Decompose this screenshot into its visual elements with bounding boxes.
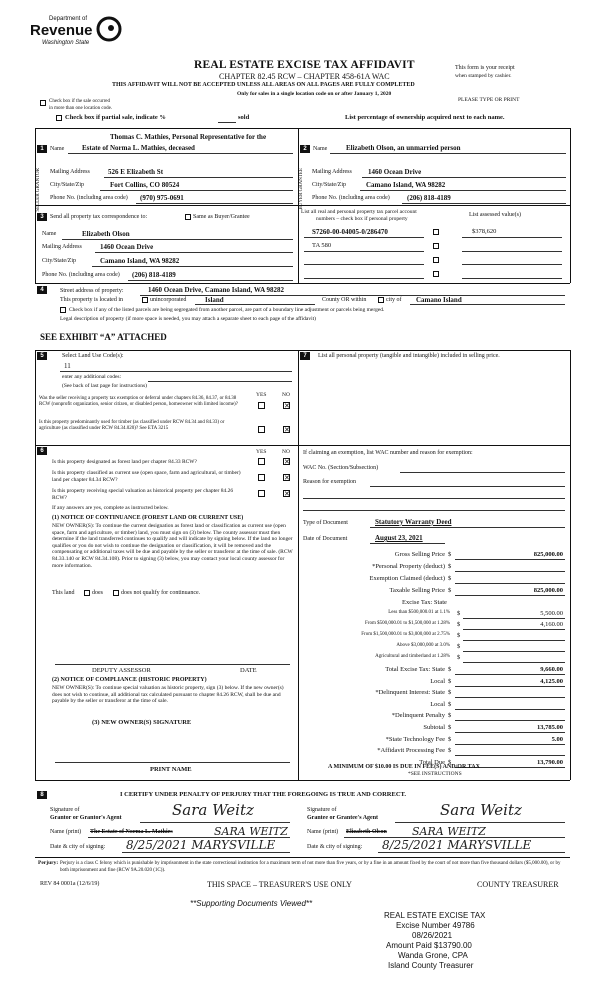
corr-phone-label: Phone No. (including area code): [42, 272, 120, 278]
s6-q3-no-checkbox[interactable]: ✕: [284, 490, 290, 498]
buyer-address-label: Mailing Address: [312, 169, 352, 175]
form-title: REAL ESTATE EXCISE TAX AFFIDAVIT: [194, 59, 415, 71]
corr-name[interactable]: Elizabeth Olson: [82, 230, 130, 238]
total-due-currency: $: [448, 758, 452, 766]
same-as-buyer-label: Same as Buyer/Grantee: [193, 214, 250, 220]
assessed-header: List assessed value(s): [469, 212, 521, 218]
s6-q3: Is this property receiving special valuation as historical property per chapter 84.26 RCW?: [52, 488, 234, 501]
exemption-claimed-deduct-currency: $: [448, 575, 452, 582]
corr-address[interactable]: 1460 Ocean Drive: [100, 243, 154, 251]
street-label: Street address of property:: [60, 288, 124, 294]
land-does-checkbox[interactable]: [84, 590, 90, 596]
claiming-exemption-label: If claiming an exemption, list WAC number and reason for exemption:: [303, 450, 473, 456]
grantor-name-print-label: Name (print): [50, 829, 82, 835]
buyer-name[interactable]: Elizabeth Olson, an unmarried person: [346, 144, 461, 152]
s6-q2: Is this property classified as current use (open space, farm and agricultural, or timber) land per chapter 84.34 RCW?: [52, 470, 241, 483]
affidavit-processing-fee-label: *Affidavit Processing Fee: [377, 747, 445, 755]
continuance-title: (1) NOTICE OF CONTINUANCE (FOREST LAND OR CURRENT USE): [52, 515, 244, 521]
dept-line1: Department of: [49, 16, 88, 22]
s6-no-header: NO: [282, 449, 290, 455]
subtotal-value[interactable]: 13,785.00: [537, 724, 563, 731]
seller-name-label: Name: [50, 146, 65, 152]
buyer-address[interactable]: 1460 Ocean Drive: [368, 168, 422, 176]
assessed-value-1[interactable]: $378,620: [472, 228, 497, 235]
buyer-name-label: Name: [313, 146, 328, 152]
doc-date-label: Date of Document: [303, 536, 348, 542]
certify-statement: I CERTIFY UNDER PENALTY OF PERJURY THAT THE FOREGOING IS TRUE AND CORRECT.: [120, 791, 407, 798]
seller-phone[interactable]: (970) 975-0691: [140, 194, 184, 202]
dor-swirl-icon: [96, 16, 122, 42]
continuance-text: NEW OWNER(S): To continue the current designation as forest land or classification as current use (open space, farm and agriculture, or timber) land, you must sign on (3) below. The county assessor must then determine if the land transferred continues to qualify and will indicate by signing below. If the land no longer qualifies or you do not wish to continue the designation or classification, it will be removed and the compensating or additional taxes will be due and payable by the seller or transferor at the time of sale. (RCW 84.33.140 or RCW 84.34.108). Prior to signing (3) below, you may contact your local county assessor for more information.: [52, 523, 293, 569]
grantor-sig-label-1: Signature of: [50, 807, 80, 813]
unincorporated-checkbox[interactable]: [142, 297, 148, 303]
s5-yes-header: YES: [256, 392, 267, 398]
s5-no-header: NO: [282, 392, 290, 398]
located-in-label: This property is located in: [60, 297, 123, 303]
stamp-line4: Amount Paid $13790.00: [386, 941, 472, 950]
within-city-checkbox[interactable]: [378, 297, 384, 303]
parcel-account-2[interactable]: TA 580: [312, 242, 332, 249]
total-excise-local-currency: $: [448, 677, 452, 685]
s6-q1: Is this property designated as forest land per chapter 84.33 RCW?: [52, 459, 197, 465]
bracket-above-3m-currency: $: [457, 643, 461, 650]
grantor-signature: Sara Weitz: [172, 801, 254, 819]
see-exhibit-a: SEE EXHIBIT “A” ATTACHED: [40, 332, 167, 342]
s6-q1-no-checkbox[interactable]: ✕: [284, 458, 290, 466]
bracket-under-500k-currency: $: [457, 610, 461, 617]
form-only-for: Only for sales in a single location code on or after January 1, 2020: [237, 91, 392, 97]
stamp-line1: REAL ESTATE EXCISE TAX: [384, 911, 486, 920]
personal-property-deduct-currency: $: [448, 563, 452, 570]
perjury-label: Perjury:: [38, 860, 59, 866]
section-7-text: List all personal property (tangible and intangible) included in selling price.: [318, 353, 500, 359]
print-name-label: PRINT NAME: [150, 766, 192, 773]
dept-revenue: Revenue: [30, 22, 93, 39]
parcel-4-personal-checkbox[interactable]: [433, 271, 439, 277]
state-technology-fee-value[interactable]: 5.00: [551, 735, 563, 743]
doc-type[interactable]: Statutory Warranty Deed: [375, 518, 452, 526]
county-treasurer: COUNTY TREASURER: [477, 880, 559, 889]
treasurer-space: THIS SPACE – TREASURER'S USE ONLY: [207, 880, 352, 889]
total-excise-local-value[interactable]: 4,125.00: [540, 677, 563, 685]
total-excise-local-label: Local: [430, 677, 445, 685]
bracket-1500k-3m-label: From $1,500,000.01 to $3,000,000 at 2.75%: [361, 632, 450, 637]
delinquent-penalty-currency: $: [448, 712, 452, 720]
excise-tax-state-heading: Excise Tax: State: [402, 599, 447, 606]
parcels-header-1: List all real and personal property tax parcel account: [301, 209, 417, 215]
grantee-name-hand: SARA WEITZ: [412, 825, 486, 838]
stamp-line6: Island County Treasurer: [388, 961, 474, 970]
this-land-label: This land: [52, 590, 75, 596]
additional-codes-label: enter any additional codes:: [62, 374, 122, 380]
seller-city[interactable]: Fort Collins, CO 80524: [110, 181, 180, 189]
exemption-claimed-deduct-label: Exemption Claimed (deduct): [369, 575, 445, 582]
s6-q2-yes-checkbox[interactable]: [258, 474, 265, 481]
receipt-note-1: This form is your receipt: [455, 65, 515, 71]
corr-name-label: Name: [42, 231, 57, 237]
segregated-checkbox[interactable]: [60, 307, 66, 313]
historic-title: (2) NOTICE OF COMPLIANCE (HISTORIC PROPERTY): [52, 677, 207, 683]
section-5-number: 5: [37, 352, 47, 360]
grantee-name-print[interactable]: Elizabeth Olson: [346, 829, 387, 835]
stamp-line3: 08/26/2021: [412, 931, 453, 940]
s6-q3-yes-checkbox[interactable]: [258, 490, 265, 497]
s5-q2-no-checkbox[interactable]: ✕: [284, 426, 290, 434]
corr-city[interactable]: Camano Island, WA 98282: [100, 257, 180, 265]
reason-label: Reason for exemption: [303, 479, 356, 485]
parcel-2-personal-checkbox[interactable]: [433, 243, 439, 249]
stamp-line5: Wanda Grone, CPA: [398, 951, 468, 960]
section-4-number: 4: [37, 286, 47, 294]
form-warning: THIS AFFIDAVIT WILL NOT BE ACCEPTED UNLESS ALL AREAS ON ALL PAGES ARE FULLY COMPLETED: [112, 82, 415, 88]
historic-text: NEW OWNER(S): To continue special valuation as historic property, sign (3) below. If the new owner(s) does not wish to continue, all additional tax calculated pursuant to chapter 84.26 RCW, shall be due and payable by the seller or transferor at the time of sale.: [52, 685, 284, 705]
grantor-sig-label-2: Grantor or Grantor's Agent: [50, 815, 122, 821]
new-owner-signature-label: (3) NEW OWNER(S) SIGNATURE: [92, 719, 192, 726]
parcel-account-1[interactable]: S7260-00-04005-0/286470: [312, 228, 388, 236]
s6-q1-yes-checkbox[interactable]: [258, 458, 265, 465]
perjury-text: Perjury is a class C felony which is punishable by imprisonment in the state correctional institution for a maximum term of not more than five years, or by a fine in an amount fixed by the court of not more than five thousand dollars ($5,000.00), or by both imprisonment and fine (RCW 9A.20.020 (1C)).: [60, 861, 561, 873]
dept-state: Washington State: [42, 40, 90, 46]
corr-phone[interactable]: (206) 818-4189: [132, 271, 176, 279]
please-type: PLEASE TYPE OR PRINT: [458, 97, 520, 103]
subtotal-label: Subtotal: [423, 724, 445, 731]
land-does-not-checkbox[interactable]: [113, 590, 119, 596]
property-street[interactable]: 1460 Ocean Drive, Camano Island, WA 98282: [148, 286, 284, 294]
deputy-date-label: DATE: [240, 667, 257, 674]
bracket-under-500k-label: Less than $500,000.01 at 1.1%: [388, 610, 450, 615]
list-percentage-note: List percentage of ownership acquired next to each name.: [345, 114, 505, 121]
multi-location-label-2: in more than one location code.: [49, 106, 113, 111]
see-instructions-note: *SEE INSTRUCTIONS: [408, 771, 462, 777]
buyer-city-label: City/State/Zip: [312, 182, 346, 188]
corr-address-label: Mailing Address: [42, 244, 82, 250]
correspondence-label: Send all property tax correspondence to:: [50, 214, 148, 220]
land-does-not-label: does not qualify for continuance.: [121, 590, 201, 596]
county-or-label: County OR within: [322, 297, 367, 303]
doc-type-label: Type of Document: [303, 520, 348, 526]
state-technology-fee-currency: $: [448, 735, 452, 743]
partial-sale-label: Check box if partial sale, indicate %: [65, 114, 166, 121]
stamp-line2: Excise Number 49786: [396, 921, 475, 930]
bracket-agricultural-currency: $: [457, 654, 461, 661]
total-due-label: Total Due: [419, 758, 445, 766]
s6-if-yes: If any answers are yes, complete as instructed below.: [52, 505, 169, 511]
section-7-number: 7: [300, 352, 310, 360]
parcels-header-2: numbers – check box if personal property: [316, 216, 408, 222]
state-technology-fee-label: *State Technology Fee: [385, 735, 445, 743]
delinquent-interest-state-currency: $: [448, 689, 452, 697]
delinquent-penalty-label: *Delinquent Penalty: [391, 712, 445, 720]
s5-q1-no-checkbox[interactable]: ✕: [284, 402, 290, 410]
seller-name-line2[interactable]: Estate of Norma L. Mathies, deceased: [82, 144, 195, 152]
delinquent-interest-local-label: Local: [430, 700, 445, 708]
grantor-name-hand: SARA WEITZ: [214, 825, 288, 838]
delinquent-interest-local-currency: $: [448, 700, 452, 708]
s5-q1: Was the seller receiving a property tax exemption or deferral under chapters 84.36, 84.37, or 84.38 RCW (nonprofit organization, senior citizen, or disabled person, homeowner with limited income)?: [39, 396, 238, 407]
gross-selling-price-value[interactable]: 825,000.00: [533, 551, 563, 558]
total-excise-state-currency: $: [448, 666, 452, 673]
grantor-date-city-label: Date & city of signing:: [50, 844, 106, 850]
grantee-name-print-label: Name (print): [307, 829, 339, 835]
total-excise-state-value[interactable]: 9,660.00: [540, 666, 563, 673]
bracket-500k-1500k-label: From $500,000.01 to $1,500,000 at 1.28%: [365, 621, 450, 626]
segregated-label: Check box if any of the listed parcels are being segregated from another parcel, are part of a boundary line adjustment or parcels being merged.: [69, 307, 385, 313]
rev-number: REV 84 0001a (12/6/19): [40, 881, 100, 887]
section-6-number: 6: [37, 447, 47, 455]
wac-label: WAC No. (Section/Subsection): [303, 465, 379, 471]
section-2-number: 2: [300, 145, 310, 153]
grantee-sig-label-2: Grantee or Grantee's Agent: [307, 815, 379, 821]
unincorporated-label: unincorporated: [150, 297, 187, 303]
unincorporated-value[interactable]: Island: [205, 296, 224, 304]
corr-city-label: City/State/Zip: [42, 258, 76, 264]
grantee-date-hand: 8/25/2021 MARYSVILLE: [382, 838, 532, 852]
s5-q2-yes-checkbox[interactable]: [258, 426, 265, 433]
section-8-number: 8: [37, 791, 47, 799]
s5-q1-yes-checkbox[interactable]: [258, 402, 265, 409]
multi-location-checkbox[interactable]: [40, 100, 46, 106]
grantor-date-hand: 8/25/2021 MARYSVILLE: [126, 838, 276, 852]
parcel-3-personal-checkbox[interactable]: [433, 257, 439, 263]
bracket-500k-1500k-currency: $: [457, 621, 461, 628]
buyer-phone-label: Phone No. (including area code): [312, 195, 390, 201]
s6-yes-header: YES: [256, 449, 267, 455]
grantee-signature: Sara Weitz: [440, 801, 522, 819]
bracket-500k-1500k-value[interactable]: 4,160.00: [540, 621, 563, 628]
seller-address[interactable]: 526 E Elizabeth St: [108, 168, 164, 176]
delinquent-interest-state-label: *Delinquent Interest: State: [375, 689, 445, 697]
buyer-phone[interactable]: (206) 818-4189: [407, 194, 451, 202]
seller-phone-label: Phone No. (including area code): [50, 195, 128, 201]
land-does-label: does: [92, 590, 103, 596]
same-as-buyer-checkbox[interactable]: [185, 214, 191, 220]
seller-name-line1: Thomas C. Mathies, Personal Representative for the: [110, 133, 267, 141]
city-of-label: city of: [386, 297, 402, 303]
legal-description-label: Legal description of property (if more space is needed, you may attach a separate sheet to each page of the affidavit): [60, 316, 316, 322]
deputy-assessor-label: DEPUTY ASSESSOR: [92, 667, 151, 674]
bracket-1500k-3m-currency: $: [457, 632, 461, 639]
seller-side-label: SELLER GRANTOR: [36, 168, 41, 212]
personal-property-deduct-label: *Personal Property (deduct): [372, 563, 445, 570]
section-3-number: 3: [37, 213, 47, 221]
buyer-city[interactable]: Camano Island, WA 98282: [366, 181, 446, 189]
multi-location-label-1: Check box if the sale occurred: [49, 99, 110, 104]
grantee-sig-label-1: Signature of: [307, 807, 337, 813]
s6-q2-no-checkbox[interactable]: ✕: [284, 474, 290, 482]
minimum-due-note: A MINIMUM OF $10.00 IS DUE IN FEE(S) AND/OR TAX: [328, 764, 480, 770]
doc-date[interactable]: August 23, 2021: [375, 534, 423, 542]
bracket-under-500k-value[interactable]: 5,500.00: [540, 610, 563, 617]
seller-city-label: City/State/Zip: [50, 182, 84, 188]
section-1-number: 1: [37, 145, 47, 153]
gross-selling-price-currency: $: [448, 551, 452, 558]
bracket-above-3m-label: Above $3,000,000 at 3.0%: [396, 643, 450, 648]
bracket-agricultural-label: Agricultural and timberland at 1.28%: [375, 654, 450, 659]
land-use-code[interactable]: 11: [64, 362, 71, 370]
land-use-label: Select Land Use Code(s):: [62, 353, 124, 359]
partial-sale-checkbox[interactable]: [56, 115, 62, 121]
receipt-note-2: when stamped by cashier.: [455, 73, 512, 79]
parcel-1-personal-checkbox[interactable]: [433, 229, 439, 235]
grantor-name-print[interactable]: The Estate of Norma L. Mathies: [90, 829, 173, 835]
total-excise-state-label: Total Excise Tax: State: [385, 666, 445, 673]
s5-q2: Is this property predominantly used for timber (as classified under RCW 84.34 and 84.33) or agriculture (as classified under RCW 84.34.020)? See ETA 3215: [39, 420, 225, 431]
see-back-label: (See back of last page for instructions): [62, 383, 147, 389]
taxable-selling-price-label: Taxable Selling Price: [389, 587, 445, 594]
taxable-selling-price-currency: $: [448, 587, 452, 594]
sold-label: sold: [238, 114, 250, 121]
subtotal-currency: $: [448, 724, 452, 731]
buyer-side-label: BUYER GRANTEE: [299, 168, 304, 210]
form-subtitle: CHAPTER 82.45 RCW – CHAPTER 458-61A WAC: [219, 72, 390, 81]
seller-address-label: Mailing Address: [50, 169, 90, 175]
grantee-date-city-label: Date & city of signing:: [307, 844, 363, 850]
taxable-selling-price-value[interactable]: 825,000.00: [533, 587, 563, 594]
city-value[interactable]: Camano Island: [416, 296, 462, 304]
supporting-documents-viewed: **Supporting Documents Viewed**: [190, 899, 313, 908]
affidavit-processing-fee-currency: $: [448, 747, 452, 755]
gross-selling-price-label: Gross Selling Price: [394, 551, 445, 558]
total-due-value[interactable]: 13,790.00: [537, 758, 563, 766]
